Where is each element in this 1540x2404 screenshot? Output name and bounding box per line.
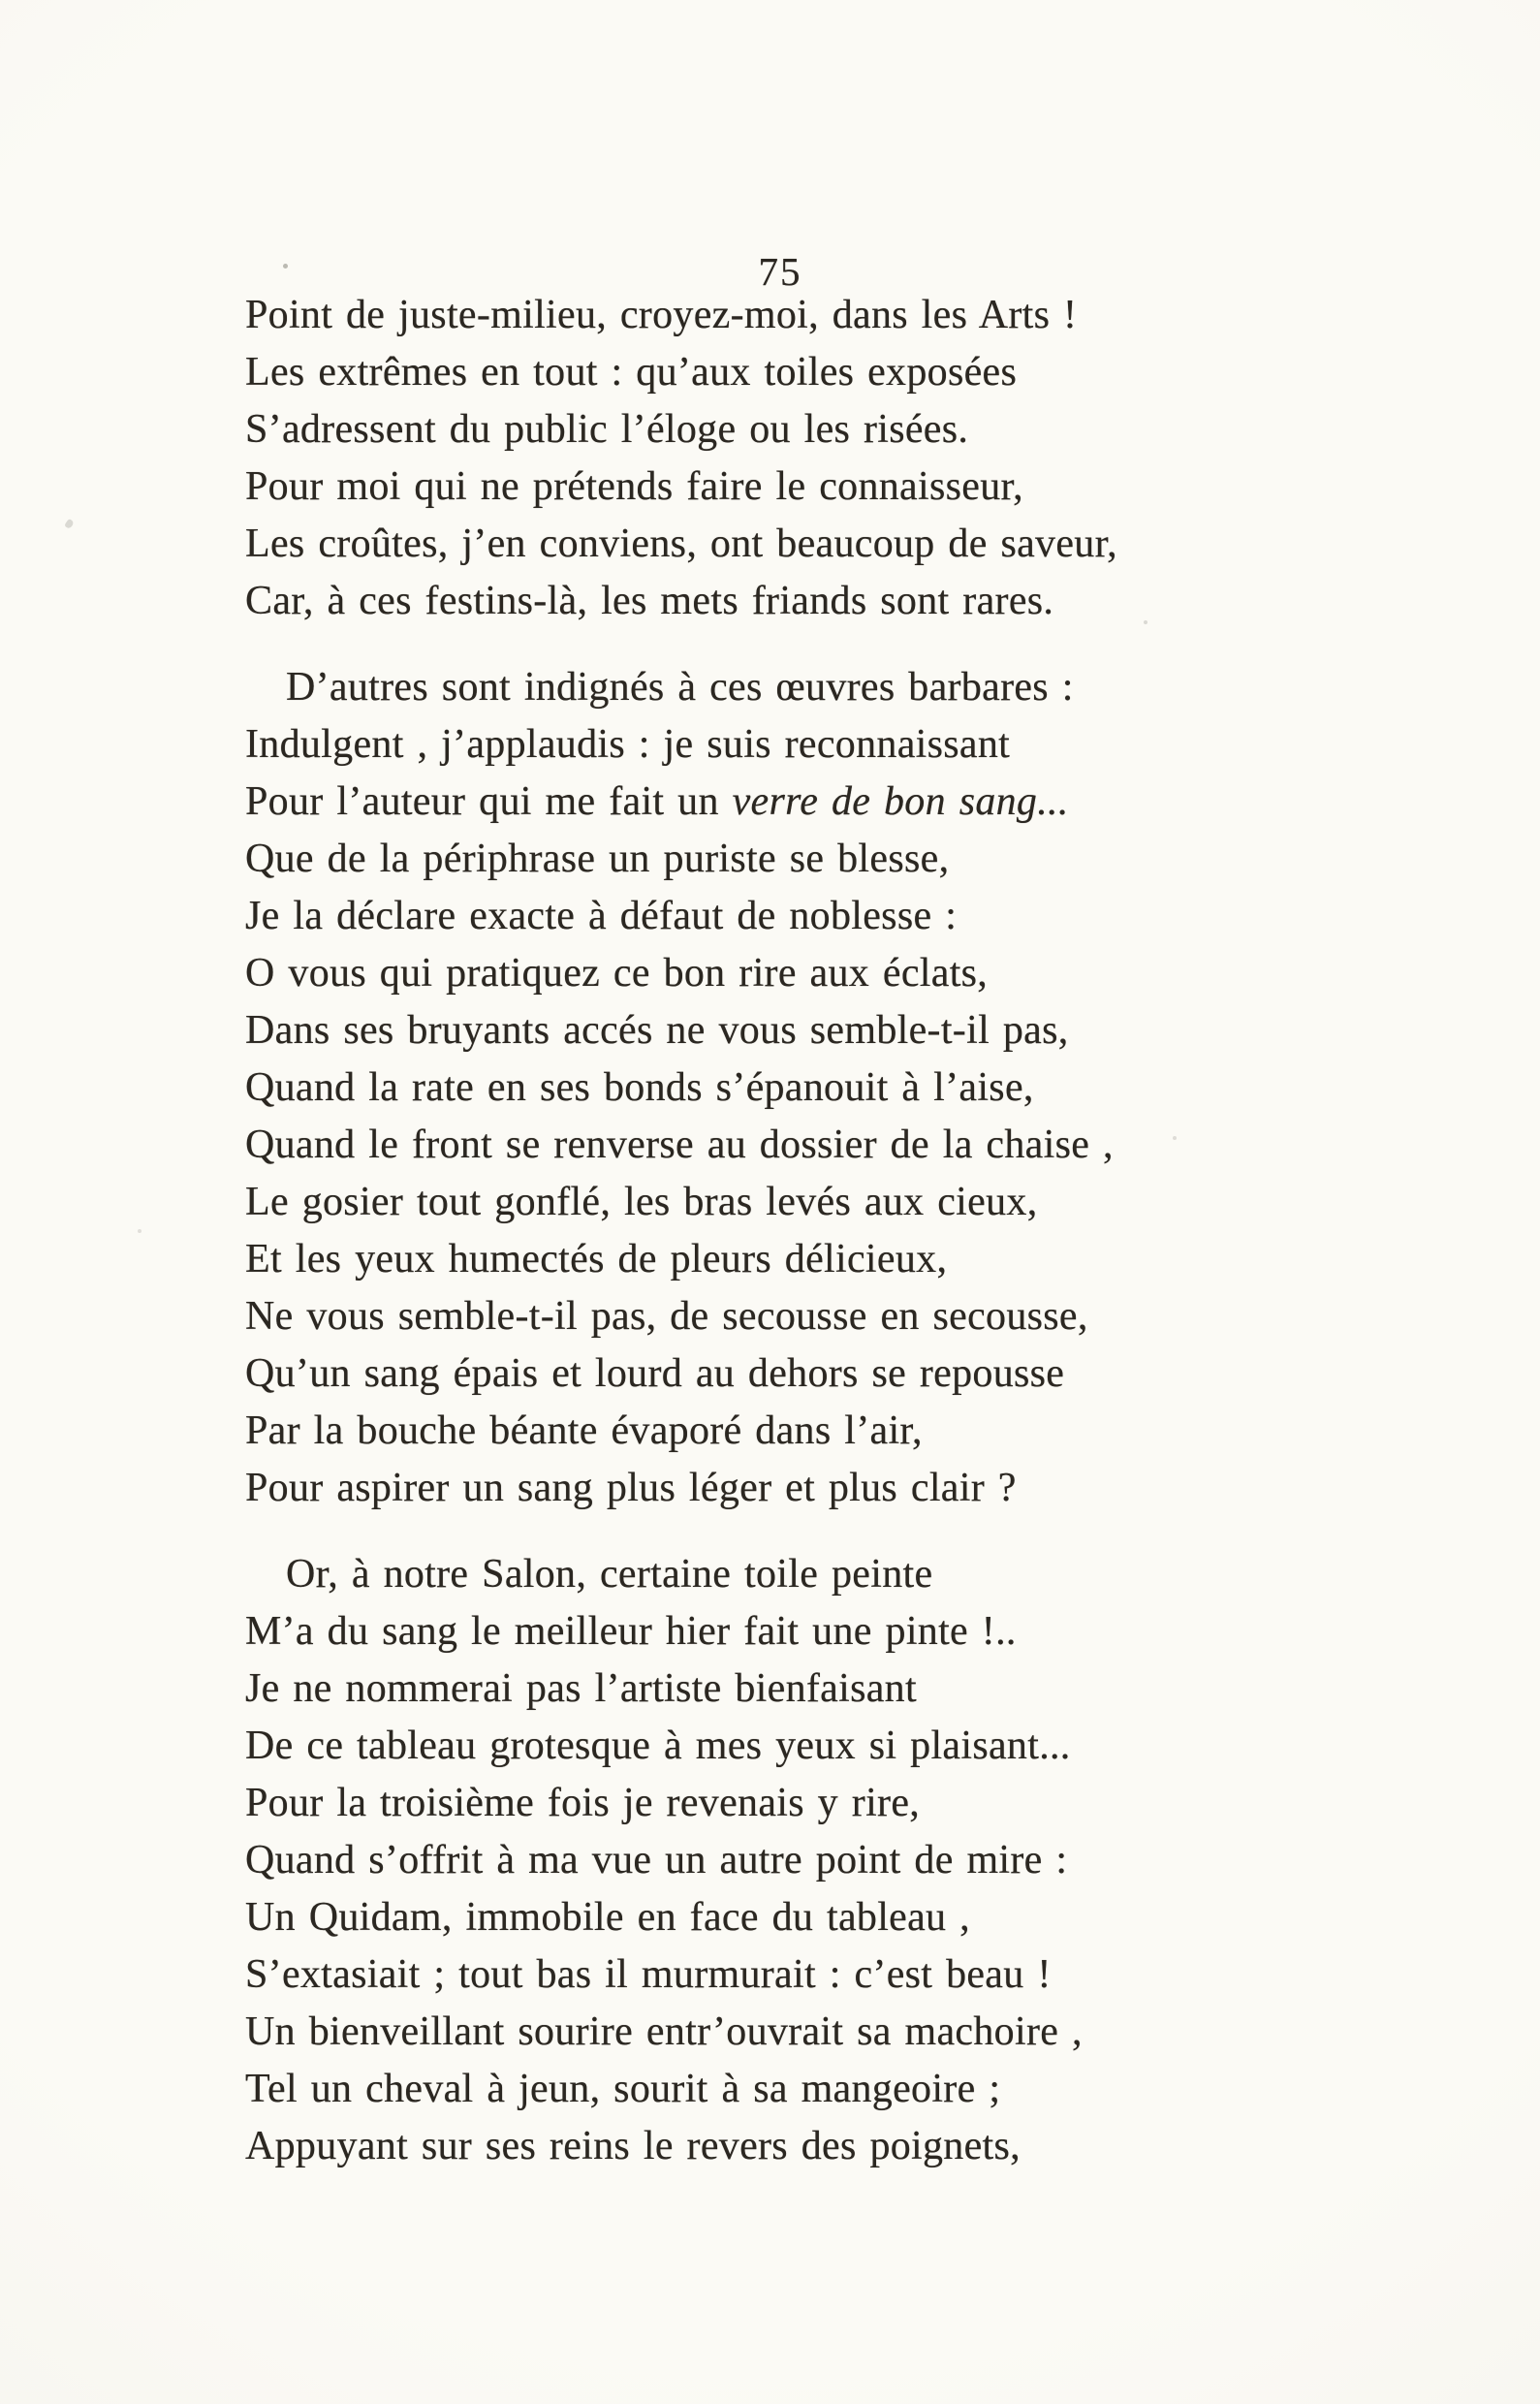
poem-line <box>245 516 1117 573</box>
poem-line <box>245 1460 1117 1517</box>
poem-line <box>245 1775 1117 1832</box>
poem-line <box>245 1718 1117 1775</box>
stanza <box>245 659 1117 1517</box>
poem-text-segment: M’a du sang le meilleur hier fait une pinte !.. <box>245 1609 1017 1654</box>
poem-text-segment: Quand s’offrit à ma vue un autre point de mire : <box>245 1838 1068 1882</box>
poem-italic-segment: verre de bon sang... <box>732 779 1069 824</box>
poem-line <box>245 716 1117 774</box>
poem-line <box>245 774 1117 831</box>
poem-line <box>245 888 1117 945</box>
poem-text-segment: D’autres sont indignés à ces œuvres barbares : <box>286 665 1074 710</box>
poem-text-segment: Car, à ces festins-là, les mets friands sont rares. <box>245 579 1054 623</box>
poem-text-segment: Que de la périphrase un puriste se blesse, <box>245 837 950 881</box>
scan-speck <box>1173 1136 1177 1140</box>
poem-line <box>245 831 1117 888</box>
poem-line <box>245 1002 1117 1060</box>
poem-text-segment: Et les yeux humectés de pleurs délicieux, <box>245 1237 948 1281</box>
poem-text-segment: S’adressent du public l’éloge ou les risées. <box>245 407 969 452</box>
scan-speck <box>1144 620 1147 624</box>
poem-text-segment: Or, à notre Salon, certaine toile peinte <box>286 1552 933 1597</box>
poem-text-segment: Un Quidam, immobile en face du tableau , <box>245 1895 970 1940</box>
poem-line <box>245 1946 1117 2004</box>
poem-line <box>245 1060 1117 1117</box>
poem-line <box>245 344 1117 401</box>
poem-line <box>245 1174 1117 1231</box>
poem-text-segment: Quand la rate en ses bonds s’épanouit à l’aise, <box>245 1065 1034 1110</box>
poem-line <box>245 1889 1117 1946</box>
poem-text-segment: Les extrêmes en tout : qu’aux toiles exposées <box>245 350 1018 395</box>
poem-line <box>245 1546 1117 1603</box>
poem-text-segment: Dans ses bruyants accés ne vous semble-t-il pas, <box>245 1008 1069 1053</box>
poem-text-segment: Les croûtes, j’en conviens, ont beaucoup de saveur, <box>245 522 1117 566</box>
poem-line <box>245 1603 1117 1661</box>
poem-line <box>245 573 1117 630</box>
poem-text-segment: Pour l’auteur qui me fait un <box>245 779 733 824</box>
poem-line <box>245 1288 1117 1345</box>
poem-text-segment: O vous qui pratiquez ce bon rire aux éclats, <box>245 951 989 996</box>
poem-text-segment: Je ne nommerai pas l’artiste bienfaisant <box>245 1666 917 1711</box>
poem-line <box>245 2118 1117 2175</box>
poem <box>245 287 1117 2175</box>
poem-line <box>245 2004 1117 2061</box>
poem-line <box>245 2061 1117 2118</box>
poem-text-segment: Par la bouche béante évaporé dans l’air, <box>245 1408 923 1453</box>
page-number: 75 <box>758 249 802 294</box>
poem-text-segment: S’extasiait ; tout bas il murmurait : c’est beau ! <box>245 1952 1052 1997</box>
stanza <box>245 287 1117 630</box>
poem-text-segment: Appuyant sur ses reins le revers des poignets, <box>245 2124 1021 2168</box>
poem-text-segment: Quand le front se renverse au dossier de la chaise , <box>245 1123 1114 1167</box>
poem-line <box>245 1345 1117 1403</box>
poem-text-segment: Ne vous semble-t-il pas, de secousse en secousse, <box>245 1294 1088 1339</box>
poem-text-segment: Le gosier tout gonflé, les bras levés aux cieux, <box>245 1180 1038 1224</box>
poem-text-segment: Pour aspirer un sang plus léger et plus clair ? <box>245 1466 1017 1510</box>
poem-text-segment: De ce tableau grotesque à mes yeux si plaisant... <box>245 1724 1071 1768</box>
poem-text-segment: Pour la troisième fois je revenais y rire, <box>245 1781 921 1825</box>
poem-text-segment: Pour moi qui ne prétends faire le connaisseur, <box>245 464 1023 509</box>
poem-text-segment: Point de juste-milieu, croyez-moi, dans les Arts ! <box>245 293 1078 337</box>
poem-text-segment: Qu’un sang épais et lourd au dehors se repousse <box>245 1351 1065 1396</box>
scan-speck <box>138 1229 141 1233</box>
poem-text-segment: Indulgent , j’applaudis : je suis reconnaissant <box>245 722 1011 767</box>
poem-line <box>245 1403 1117 1460</box>
poem-text-segment: Je la déclare exacte à défaut de noblesse : <box>245 894 958 938</box>
poem-line <box>245 1832 1117 1889</box>
scan-speck <box>283 264 288 269</box>
poem-line <box>245 459 1117 516</box>
stanza <box>245 1546 1117 2175</box>
poem-line <box>245 287 1117 344</box>
poem-line <box>245 1231 1117 1288</box>
poem-line <box>245 945 1117 1002</box>
poem-line <box>245 401 1117 459</box>
scan-speck <box>64 519 75 529</box>
poem-line <box>245 659 1117 716</box>
poem-text-segment: Tel un cheval à jeun, sourit à sa mangeoire ; <box>245 2067 1001 2111</box>
poem-line <box>245 1117 1117 1174</box>
poem-line <box>245 1661 1117 1718</box>
poem-text-segment: Un bienveillant sourire entr’ouvrait sa machoire , <box>245 2009 1083 2054</box>
